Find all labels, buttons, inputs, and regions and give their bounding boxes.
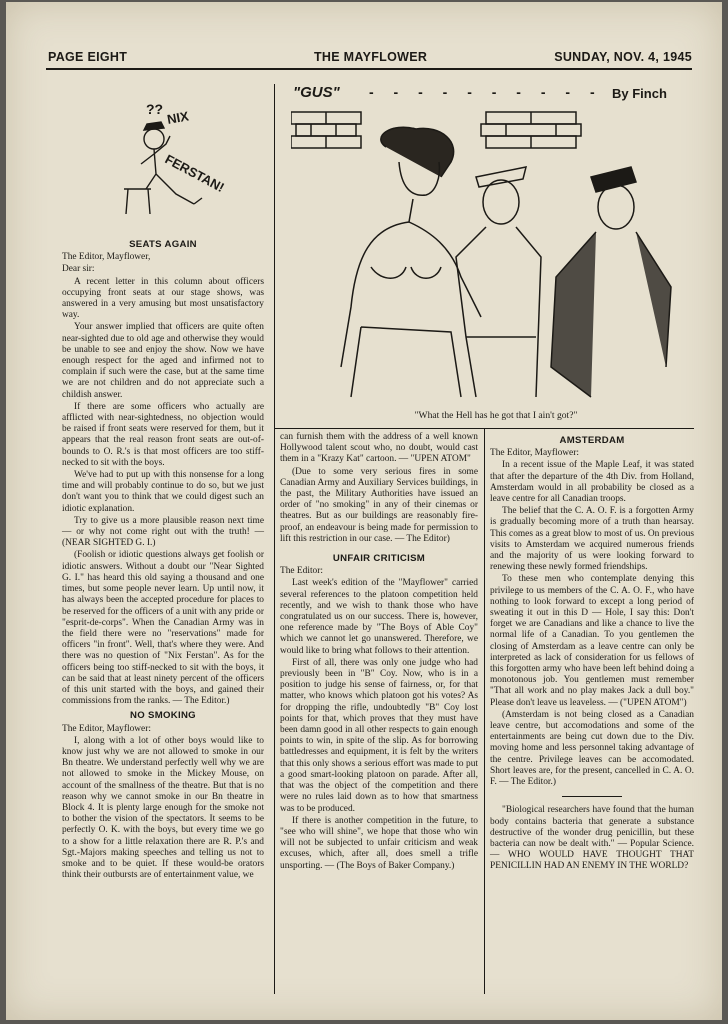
seats-paragraph: Try to give us a more plausible reason next time — or why not come right out with the truth! — (NEAR SIGHTED G. I.) [62,515,264,549]
seats-paragraph: The Editor, Mayflower, [62,252,151,263]
page-number: PAGE EIGHT [48,50,128,64]
cartoon-title: "GUS" [293,84,340,101]
smoking-continued-paragraph: (Due to some very serious fires in some Canadian Army and Auxiliary Services buildings, in the past, the Military Authorities have issued an order of "no smoking" in any of their cinemas or theatres. But as our buildings are reasonably fire-proof, an endeavour is being made for permission to lift this restriction in our case. — The Editor) [280,466,478,544]
cartoon-caption: "What the Hell has he got that I ain't got?" [414,410,578,421]
amsterdam-paragraph: The Editor, Mayflower: [490,448,579,459]
amsterdam-heading: AMSTERDAM [559,435,625,446]
seats-paragraph: (Foolish or idiotic questions always get foolish or idiotic answers. Without a doubt our "Near Sighted G. I." has heard this old saying a thousand and one times, but some people never learn. Up until now, it has always been the accepted procedure for places to be reserved for the officers of a unit with any pride or "esprit-de-corps". When the Canadian Army was in the field there were no "reservations" made for officers "in front". Well, that's where they were. And there was no question of "Nix Ferstan". As for the officers being too stiff-necked to sit with the boys, it can be said that at least ninety percent of the officers of this unit started with the boys, and gained their commissions from the ranks. — The Editor.) [62,550,264,707]
newspaper-title: THE MAYFLOWER [314,50,428,64]
column-rule-right [484,429,485,994]
biological-paragraph: "Biological researchers have found that the human body contains bacteria that generate a substance destructive of the wonder drug penicillin, but these bacteria can now be dealt with." — Popular Science. — WHO WOULD HAVE THOUGHT THAT PENICILLIN HAD AN ENEMY IN THE WORLD? [490,805,694,872]
amsterdam-paragraph: To these men who contemplate denying this privilege to us members of the C. A. O. F., who have nothing to look forward to except a long period of sweating it out in this D — Hole, I say this: Don't forget we are Canadians and like a chance to live the normal life of a Canadian. To you gentlemen the closing of Amsterdam as a leave centre can only be interpreted as lack of consideration for us fellows of this forgotten army who have been left behind doing a monotonous job. You gentlemen must remember "That all work and no play makes Jack a dull boy." Please don't leave us leaveless. — ("UPEN ATOM") [490,574,694,708]
no-smoking-heading: NO SMOKING [130,710,196,722]
cartoon-byline: By Finch [612,86,667,101]
issue-date: SUNDAY, NOV. 4, 1945 [554,50,692,64]
seats-paragraph: If there are some officers who actually are afflicted with near-sightedness, no objection would be raised if front seats were reserved for them, but it appears that the real reason front seats are out-of-bounds to O. R.'s is that most officers are too stiff-necked to sit with the boys. [62,401,264,468]
ferstan-text: FERSTAN! [162,151,227,196]
column-rule-left [274,84,275,994]
gus-cartoon-illustration [291,107,691,407]
seats-paragraph: We've had to put up with this nonsense for a long time and will probably continue to do so, but we just don't want you to think that we could digest such an idiotic explanation. [62,470,264,514]
smoking-paragraph: I, along with a lot of other boys would like to know just why we are not allowed to smoke in our Bn theatre. We understand perfectly well why we are not allowed to smoke in the Mickey Mouse, on account of the smallness of the theatre. But that is no reason why we cannot smoke in our Bn theatre in Block 4. It is plenty large enough for the smoke not to bother the vision of the spectators. It seems to be perfectly O. K. with the boys, but every time we go to a show for a little relaxation there are R. P.'s and Sgt.-Majors making speeches and telling us not to smoke and to be quiet. If these would-be orators think their outbursts are of entertainment value, we [62,735,264,881]
seats-paragraph: Dear sir: [62,264,95,275]
smoking-paragraph: The Editor, Mayflower: [62,723,151,734]
page-header [46,48,692,70]
seats-paragraph: Your answer implied that officers are quite often near-sighted due to old age and otherwise they would be unable to see and enjoy the show. Now we have enough respect for the aged and infirmed not to complain if such were the case, but at the same time we are not children and do not appreciate such a childish answer. [62,322,264,400]
unfair-paragraph: Last week's edition of the "Mayflower" carried several references to the platoon competition held recently, and we wish to thank those who have congratulated us on our success. There is, however, one reference made by "The Boys of Able Coy" which we cannot let go unanswered. Therefore, we would like to bring what follows to their attention. [280,578,478,656]
seats-again-heading: SEATS AGAIN [129,239,197,250]
short-divider [562,796,622,797]
amsterdam-paragraph: (Amsterdam is not being closed as a Canadian leave centre, but accomodations and some of the entertainments are being cut down due to the Div. moving home and less personnel taking advantage of the centre. Privilege leaves can be accomodated. Short leaves are, for the present, cancelled in C. A. O. F. — The Editor.) [490,709,694,788]
unfair-criticism-heading: UNFAIR CRITICISM [332,553,426,565]
cartoon-bottom-rule [274,428,694,429]
unfair-paragraph: First of all, there was only one judge who had previously been in "B" Coy. Now, who is in a position to judge his sense of fairness, or, for that matter, who knows which platoon got his votes? As for dropping the rifle, undoubtedly "B" Coy lost points for that, which proves that they must have been damn good in all other respects to gain enough points to win, in spite of the slip. As for borrowing battledresses and equipment, it is felt by the writers that this only shows a serious effort was made to put a good smart-looking platoon on parade. After all, that was the object of the competition and there were no rules laid down as to how that smartness was to be produced. [280,657,478,814]
nix-ferstan-cartoon [106,94,246,224]
unfair-paragraph: The Editor: [280,566,323,577]
seats-paragraph: A recent letter in this column about officers occupying front seats at our stage shows, was answered in a very amusing but most unsatisfactory way. [62,276,264,321]
smoking-continued-paragraph: can furnish them with the address of a well known Hollywood talent scout who, no doubt, would cast them in a "Krazy Kat" cartoon. — "UPEN ATOM" [280,432,478,465]
question-marks: ?? [146,101,164,117]
newspaper-page [6,2,722,1020]
column-middle [280,432,478,873]
amsterdam-paragraph: The belief that the C. A. O. F. is a forgotten Army is gradually becoming more of a truth than hearsay. This comes as a great blow to most of us. On previous visits to Amsterdam we acquired numerous friends and the majority of us were looking forward to renewing these newly formed friendships. [490,506,694,573]
amsterdam-paragraph: In a recent issue of the Maple Leaf, it was stated that after the departure of the 4th Div. from Holland, Amsterdam would in all probability be closed as a leave centre for all Canadian troops. [490,460,694,505]
column-right [490,432,694,874]
unfair-paragraph: If there is another competition in the future, to "see who will shine", we hope that those who win will not be subjected to unfair criticism and weak excuses, which, after all, does smell a trifle unsporting. — (The Boys of Baker Company.) [280,815,478,871]
cartoon-title-dashes: - - - - - - - - - - [369,84,603,100]
nix-text: NIX [165,108,190,127]
column-left [62,236,264,882]
